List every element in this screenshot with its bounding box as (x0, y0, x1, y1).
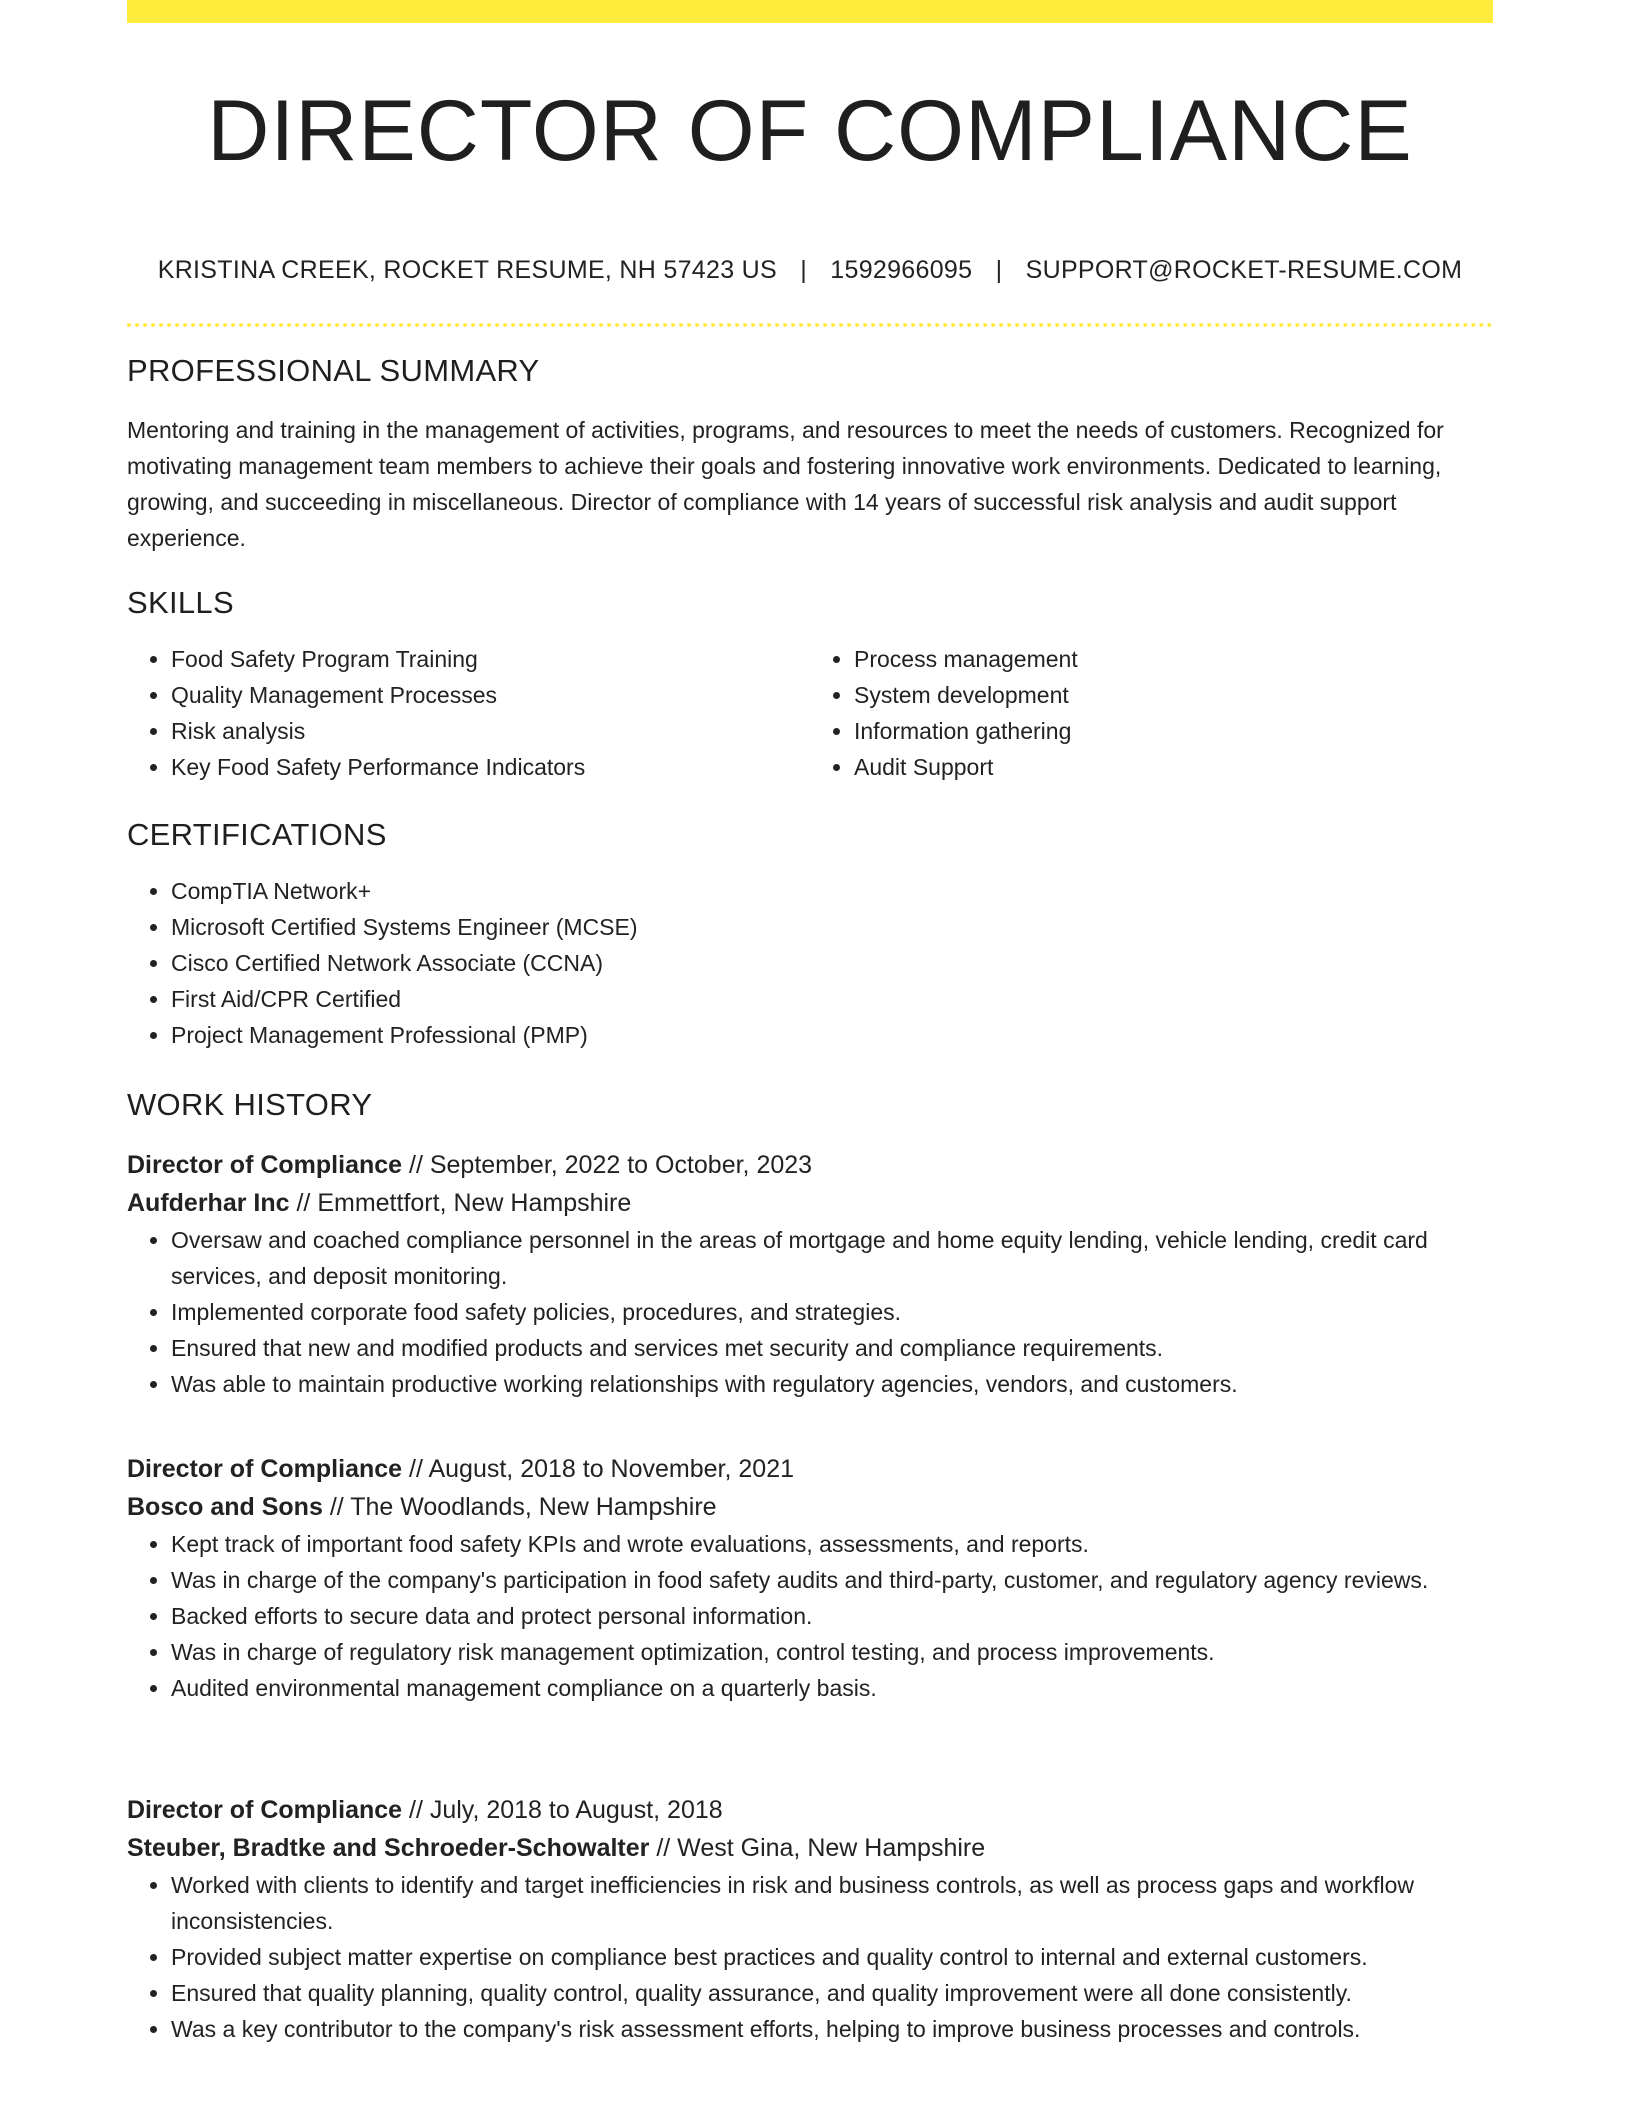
job-bullet: • Was a key contributor to the company's risk assessment efforts, helping to improve business processes and controls. (171, 2011, 1493, 2047)
work-history-heading: WORK HISTORY (127, 1087, 373, 1122)
job-company-line (127, 1829, 1493, 1867)
job-bullets (127, 1222, 1493, 1402)
job-company: Bosco and Sons (127, 1493, 323, 1521)
summary-heading: PROFESSIONAL SUMMARY (127, 353, 540, 388)
skills-list-left (127, 641, 810, 785)
job-company: Steuber, Bradtke and Schroeder-Schowalter (127, 1834, 650, 1862)
job-bullet: • Kept track of important food safety KPIs and wrote evaluations, assessments, and reports. (171, 1526, 1493, 1562)
job-entry (127, 1146, 1493, 1402)
skills-heading: SKILLS (127, 585, 234, 620)
skill-item: • Food Safety Program Training (171, 641, 810, 677)
skill-item: • Process management (854, 641, 1493, 677)
skill-item: • Key Food Safety Performance Indicators (171, 749, 810, 785)
job-bullet: • Backed efforts to secure data and protect personal information. (171, 1598, 1493, 1634)
job-bullet: • Provided subject matter expertise on compliance best practices and quality control to internal and external customers. (171, 1939, 1493, 1975)
resume-title: DIRECTOR OF COMPLIANCE (207, 83, 1413, 179)
skill-item: • System development (854, 677, 1493, 713)
contact-address: KRISTINA CREEK, ROCKET RESUME, NH 57423 US (157, 256, 777, 284)
job-location: // Emmettfort, New Hampshire (296, 1189, 632, 1217)
job-dates: // July, 2018 to August, 2018 (409, 1796, 723, 1824)
accent-top-bar (127, 0, 1493, 23)
job-bullet: • Implemented corporate food safety policies, procedures, and strategies. (171, 1294, 1493, 1330)
job-title: Director of Compliance (127, 1151, 403, 1179)
skills-list-right (810, 641, 1493, 785)
skills-section (127, 585, 1493, 785)
job-bullet: • Ensured that new and modified products and services met security and compliance requirements. (171, 1330, 1493, 1366)
job-bullet: • Worked with clients to identify and target inefficiencies in risk and business controls, as well as process gaps and workflow inconsistencies. (171, 1867, 1493, 1939)
job-company: Aufderhar Inc (127, 1189, 290, 1217)
job-bullet: • Was able to maintain productive working relationships with regulatory agencies, vendors, and customers. (171, 1366, 1493, 1402)
job-bullet: • Was in charge of the company's participation in food safety audits and third-party, customer, and regulatory agency reviews. (171, 1562, 1493, 1598)
job-title-line (127, 1791, 1493, 1829)
job-bullet: • Ensured that quality planning, quality control, quality assurance, and quality improvement were all done consistently. (171, 1975, 1493, 2011)
certifications-section (127, 817, 1493, 1053)
summary-text: Mentoring and training in the management of activities, programs, and resources to meet the needs of customers. Recognized for motivating management team members to achieve their goals and fostering innovative work environments. Dedicated to learning, growing, and succeeding in miscellaneous. Director of compliance with 14 years of successful risk analysis and audit support experience. (127, 417, 1444, 551)
contact-phone: 1592966095 (830, 256, 973, 284)
contact-separator: | (995, 256, 1003, 284)
skill-item: • Information gathering (854, 713, 1493, 749)
job-entry (127, 1791, 1493, 2047)
job-title-line (127, 1450, 1493, 1488)
job-company-line (127, 1488, 1493, 1526)
certifications-list (127, 873, 1493, 1053)
certification-item: • Microsoft Certified Systems Engineer (MCSE) (171, 909, 1493, 945)
work-history-section (127, 1087, 1493, 1123)
contact-line (127, 255, 1493, 285)
skill-item: • Quality Management Processes (171, 677, 810, 713)
skills-columns (127, 641, 1493, 785)
job-location: // The Woodlands, New Hampshire (329, 1493, 717, 1521)
job-title: Director of Compliance (127, 1455, 403, 1483)
contact-email: SUPPORT@ROCKET-RESUME.COM (1025, 256, 1463, 284)
job-dates: // September, 2022 to October, 2023 (409, 1151, 813, 1179)
certifications-heading: CERTIFICATIONS (127, 817, 387, 852)
resume-page (127, 0, 1493, 2042)
job-bullets (127, 1867, 1493, 2047)
skill-item: • Audit Support (854, 749, 1493, 785)
job-dates: // August, 2018 to November, 2021 (409, 1455, 795, 1483)
job-bullet: • Audited environmental management compliance on a quarterly basis. (171, 1670, 1493, 1706)
job-company-line (127, 1184, 1493, 1222)
job-entry (127, 1450, 1493, 1706)
certification-item: • Project Management Professional (PMP) (171, 1017, 1493, 1053)
certification-item: • First Aid/CPR Certified (171, 981, 1493, 1017)
job-title: Director of Compliance (127, 1796, 403, 1824)
certification-item: • Cisco Certified Network Associate (CCNA) (171, 945, 1493, 981)
header-divider (127, 323, 1493, 327)
job-bullets (127, 1526, 1493, 1706)
job-title-line (127, 1146, 1493, 1184)
certification-item: • CompTIA Network+ (171, 873, 1493, 909)
job-bullet: • Was in charge of regulatory risk management optimization, control testing, and process improvements. (171, 1634, 1493, 1670)
job-location: // West Gina, New Hampshire (656, 1834, 986, 1862)
contact-separator: | (800, 256, 808, 284)
summary-section (127, 353, 1493, 556)
job-bullet: • Oversaw and coached compliance personnel in the areas of mortgage and home equity lending, vehicle lending, credit card services, and deposit monitoring. (171, 1222, 1493, 1294)
skill-item: • Risk analysis (171, 713, 810, 749)
